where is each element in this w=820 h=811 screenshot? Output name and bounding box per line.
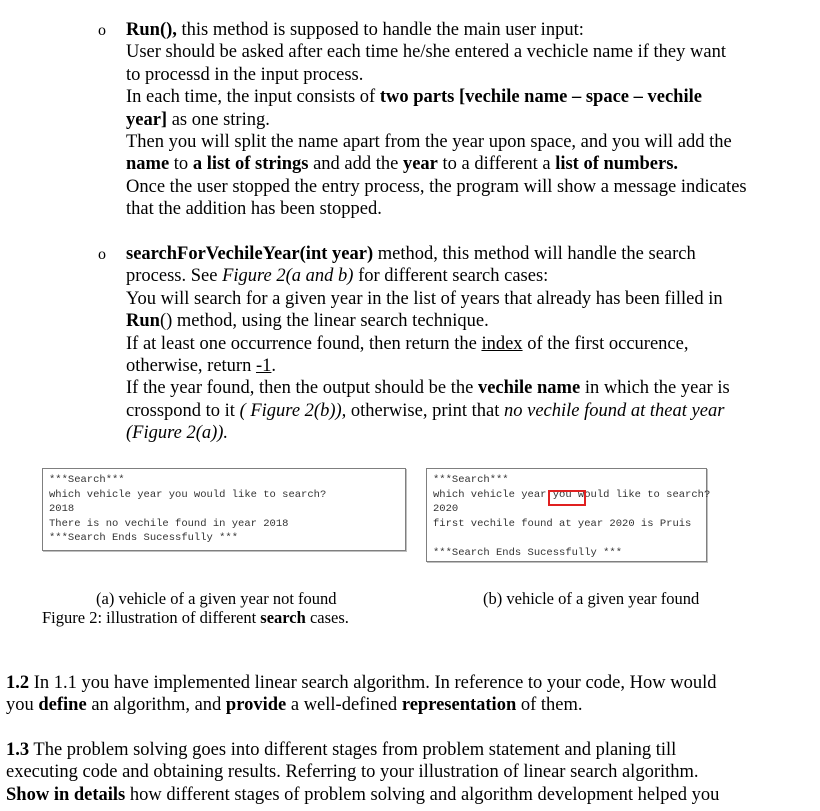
run-title-rest: this method is supposed to handle the main user input: (176, 20, 584, 40)
search-line-bold: Run (126, 311, 160, 332)
figure-caption-part: cases. (305, 608, 349, 627)
search-line-italic: ( Figure 2(b)), (239, 400, 347, 421)
question-line-part: you (6, 695, 39, 716)
run-line: Once the user stopped the entry process, the program will show a message indicates (126, 176, 747, 197)
run-line-bold: two parts [vechile name – space – vechile (379, 87, 702, 108)
console-line: 2018 (49, 503, 75, 515)
question-line: In 1.1 you have implemented linear search algorithm. In reference to your code, How would (29, 673, 717, 693)
run-line-part: to (169, 154, 193, 175)
figure-caption-bold: search (260, 608, 306, 627)
search-method-description (126, 243, 816, 445)
search-line: You will search for a given year in the list of years that already has been filled in (126, 288, 723, 309)
search-line-part: otherwise, return (126, 356, 256, 377)
run-line-bold: list of numbers. (555, 154, 679, 175)
console-line: which vehicle year you would like to search? (433, 488, 711, 501)
search-line-part: process. See (126, 266, 223, 287)
search-line-part: If at least one occurrence found, then return the (126, 333, 482, 354)
run-line: User should be asked after each time he/she entered a vechicle name if they want (126, 42, 726, 63)
question-number: 1.3 (6, 740, 30, 760)
bullet-run: o (98, 22, 106, 39)
question-line-part: an algorithm, and (86, 695, 226, 716)
console-line: ***Search Ends Sucessfully *** (433, 546, 623, 559)
question-line-part: how different stages of problem solving and algorithm development helped you (125, 784, 720, 805)
console-line: first vechile found at year 2020 is Pruis (433, 517, 692, 530)
question-line-bold: define (38, 695, 87, 716)
figure-caption (42, 607, 349, 629)
console-screenshot-a (42, 468, 406, 551)
run-line-part: as one string. (167, 109, 270, 130)
search-title-rest: method, this method will handle the search (373, 244, 696, 264)
search-line-italic: (Figure 2(a)). (126, 423, 229, 444)
search-line-part: () method, using the linear search technique. (159, 311, 489, 332)
bullet-search: o (98, 246, 106, 263)
search-line-underline: index (481, 333, 523, 354)
console-line: There is no vechile found in year 2018 (49, 517, 289, 530)
question-line-bold: representation (401, 695, 517, 716)
search-line-part: in which the year is (580, 378, 730, 399)
run-line: Then you will split the name apart from the year upon space, and you will add the (126, 132, 732, 153)
search-line-underline: -1 (255, 356, 272, 377)
question-1-3 (6, 739, 814, 806)
search-line-part: of the first occurence, (522, 333, 689, 354)
caption-a: (a) vehicle of a given year not found (96, 589, 337, 608)
console-line: ***Search Ends Sucessfully *** (49, 532, 239, 544)
run-line-part: In each time, the input consists of (126, 87, 380, 108)
run-line-bold: year] (126, 109, 168, 130)
question-line: The problem solving goes into different stages from problem statement and planing till (29, 740, 677, 760)
console-line (433, 531, 700, 546)
question-line-bold: provide (225, 695, 287, 716)
question-line-part: of them. (516, 695, 583, 716)
run-line-part: and add the (308, 154, 403, 175)
run-line: that the addition has been stopped. (126, 199, 382, 220)
console-screenshot-b (426, 468, 711, 562)
question-line-part: a well-defined (286, 695, 402, 716)
question-line: executing code and obtaining results. Referring to your illustration of linear search algorithm. (6, 762, 699, 783)
run-line-bold: year (402, 154, 438, 175)
highlight-box (548, 490, 586, 506)
search-line-part: crosspond to it (126, 400, 240, 421)
run-line-bold: name (126, 154, 170, 175)
search-line-part: . (271, 356, 277, 377)
question-1-2 (6, 672, 814, 717)
run-line-part: to a different a (437, 154, 556, 175)
search-line-bold: vechile name (477, 378, 581, 399)
search-method-title: searchForVechileYear(int year) (126, 244, 374, 264)
run-method-description (126, 19, 816, 221)
search-line-part: for different search cases: (353, 266, 549, 287)
caption-b: (b) vehicle of a given year found (483, 589, 700, 608)
figure-caption-part: Figure 2: illustration of different (42, 608, 261, 627)
console-line: ***Search*** (433, 474, 509, 486)
console-line: ***Search*** (49, 474, 125, 486)
run-line: to processd in the input process. (126, 64, 364, 85)
console-line: which vehicle year you would like to search? (49, 488, 327, 501)
run-method-title: Run(), (126, 20, 177, 40)
question-line-bold: Show in details (6, 784, 126, 805)
search-line-part: If the year found, then the output should be the (126, 378, 478, 399)
question-number: 1.2 (6, 673, 30, 693)
search-line-italic: no vechile found at theat year (504, 400, 725, 421)
run-line-bold: a list of strings (192, 154, 309, 175)
search-line-italic: Figure 2(a and b) (222, 266, 354, 287)
search-line-part: otherwise, print that (346, 400, 504, 421)
console-line: 2020 (433, 503, 459, 515)
